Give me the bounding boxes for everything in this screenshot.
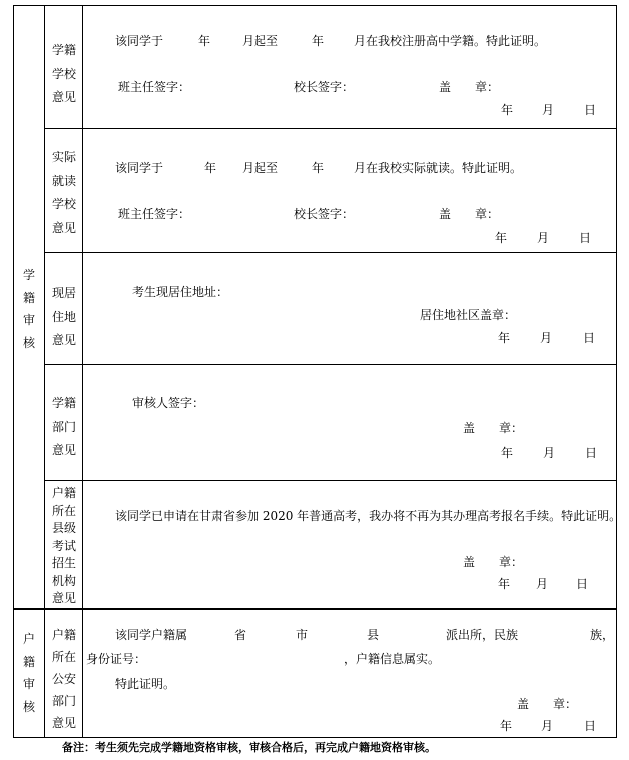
text: 年 [204, 161, 217, 175]
date-day: 日 [584, 103, 597, 117]
seal-label: 盖 章： [463, 555, 524, 569]
text: 县 [367, 628, 380, 642]
reviewer-sign-label: 审核人签字： [132, 396, 205, 410]
date-day: 日 [579, 231, 592, 245]
text: 该同学户籍属 [115, 628, 188, 642]
text: 派出所，民族 [446, 628, 519, 642]
text: 年 [312, 161, 325, 175]
section-label-actual-school: 实际 就读 学校 意见 [51, 150, 76, 235]
date-year: 年 [500, 719, 513, 733]
homeroom-teacher-sign: 班主任签字： [118, 207, 191, 221]
section-label-residence: 现居 住地 意见 [51, 286, 76, 347]
date-day: 日 [583, 331, 596, 345]
text: 该同学于 [115, 161, 164, 175]
date-month: 月 [543, 446, 556, 460]
date-month: 月 [540, 331, 553, 345]
section-label-school: 学籍 学校 意见 [51, 43, 76, 104]
column-divider [82, 6, 83, 737]
side-label-xueji: 学 籍 审 核 [22, 268, 35, 350]
row-divider [14, 608, 616, 610]
row-divider [44, 480, 616, 481]
text: ，户籍信息属实。 [344, 652, 441, 666]
seal-label: 盖 章： [463, 421, 524, 435]
text: 年 [312, 34, 325, 48]
form-table [13, 5, 622, 738]
section-label-exam-office: 户籍 所在 县级 考试 招生 机构 意见 [51, 486, 76, 605]
text: 市 [296, 628, 309, 642]
row-divider [44, 128, 616, 129]
principal-sign: 校长签字： [294, 207, 355, 221]
text: 特此证明。 [115, 677, 176, 691]
text: 族， [590, 628, 615, 642]
date-year: 年 [498, 331, 511, 345]
seal-label: 盖 章： [517, 697, 578, 711]
date-month: 月 [537, 231, 550, 245]
exam-office-statement: 该同学已申请在甘肃省参加 2020 年普通高考，我办将不再为其办理高考报名手续。特此证明。 [115, 509, 622, 523]
column-divider [44, 6, 45, 737]
section-label-police: 户籍 所在 公安 部门 意见 [51, 628, 76, 730]
date-day: 日 [585, 446, 598, 460]
text: 月起至 [242, 34, 279, 48]
text: 省 [234, 628, 247, 642]
row-divider [44, 364, 616, 365]
text: 月在我校注册高中学籍。特此证明。 [354, 34, 547, 48]
principal-sign: 校长签字： [294, 80, 355, 94]
side-label-huji: 户 籍 审 核 [22, 632, 35, 714]
date-year: 年 [501, 446, 514, 460]
text: 月在我校实际就读。特此证明。 [354, 161, 523, 175]
date-year: 年 [501, 103, 514, 117]
id-number-label: 身份证号： [86, 652, 147, 666]
section-label-xueji-dept: 学籍 部门 意见 [51, 396, 76, 457]
text: 年 [198, 34, 211, 48]
date-month: 月 [541, 719, 554, 733]
seal-label: 盖 章： [439, 80, 500, 94]
date-month: 月 [536, 577, 549, 591]
homeroom-teacher-sign: 班主任签字： [118, 80, 191, 94]
footnote: 备注：考生须先完成学籍地资格审核，审核合格后，再完成户籍地资格审核。 [62, 741, 436, 754]
date-day: 日 [584, 719, 597, 733]
row-divider [44, 252, 616, 253]
date-month: 月 [542, 103, 555, 117]
residence-address-label: 考生现居住地址： [132, 285, 229, 299]
text: 该同学于 [115, 34, 164, 48]
date-year: 年 [495, 231, 508, 245]
text: 月起至 [242, 161, 279, 175]
date-year: 年 [498, 577, 511, 591]
seal-label: 盖 章： [439, 207, 500, 221]
date-day: 日 [576, 577, 589, 591]
community-seal-label: 居住地社区盖章： [420, 308, 517, 322]
